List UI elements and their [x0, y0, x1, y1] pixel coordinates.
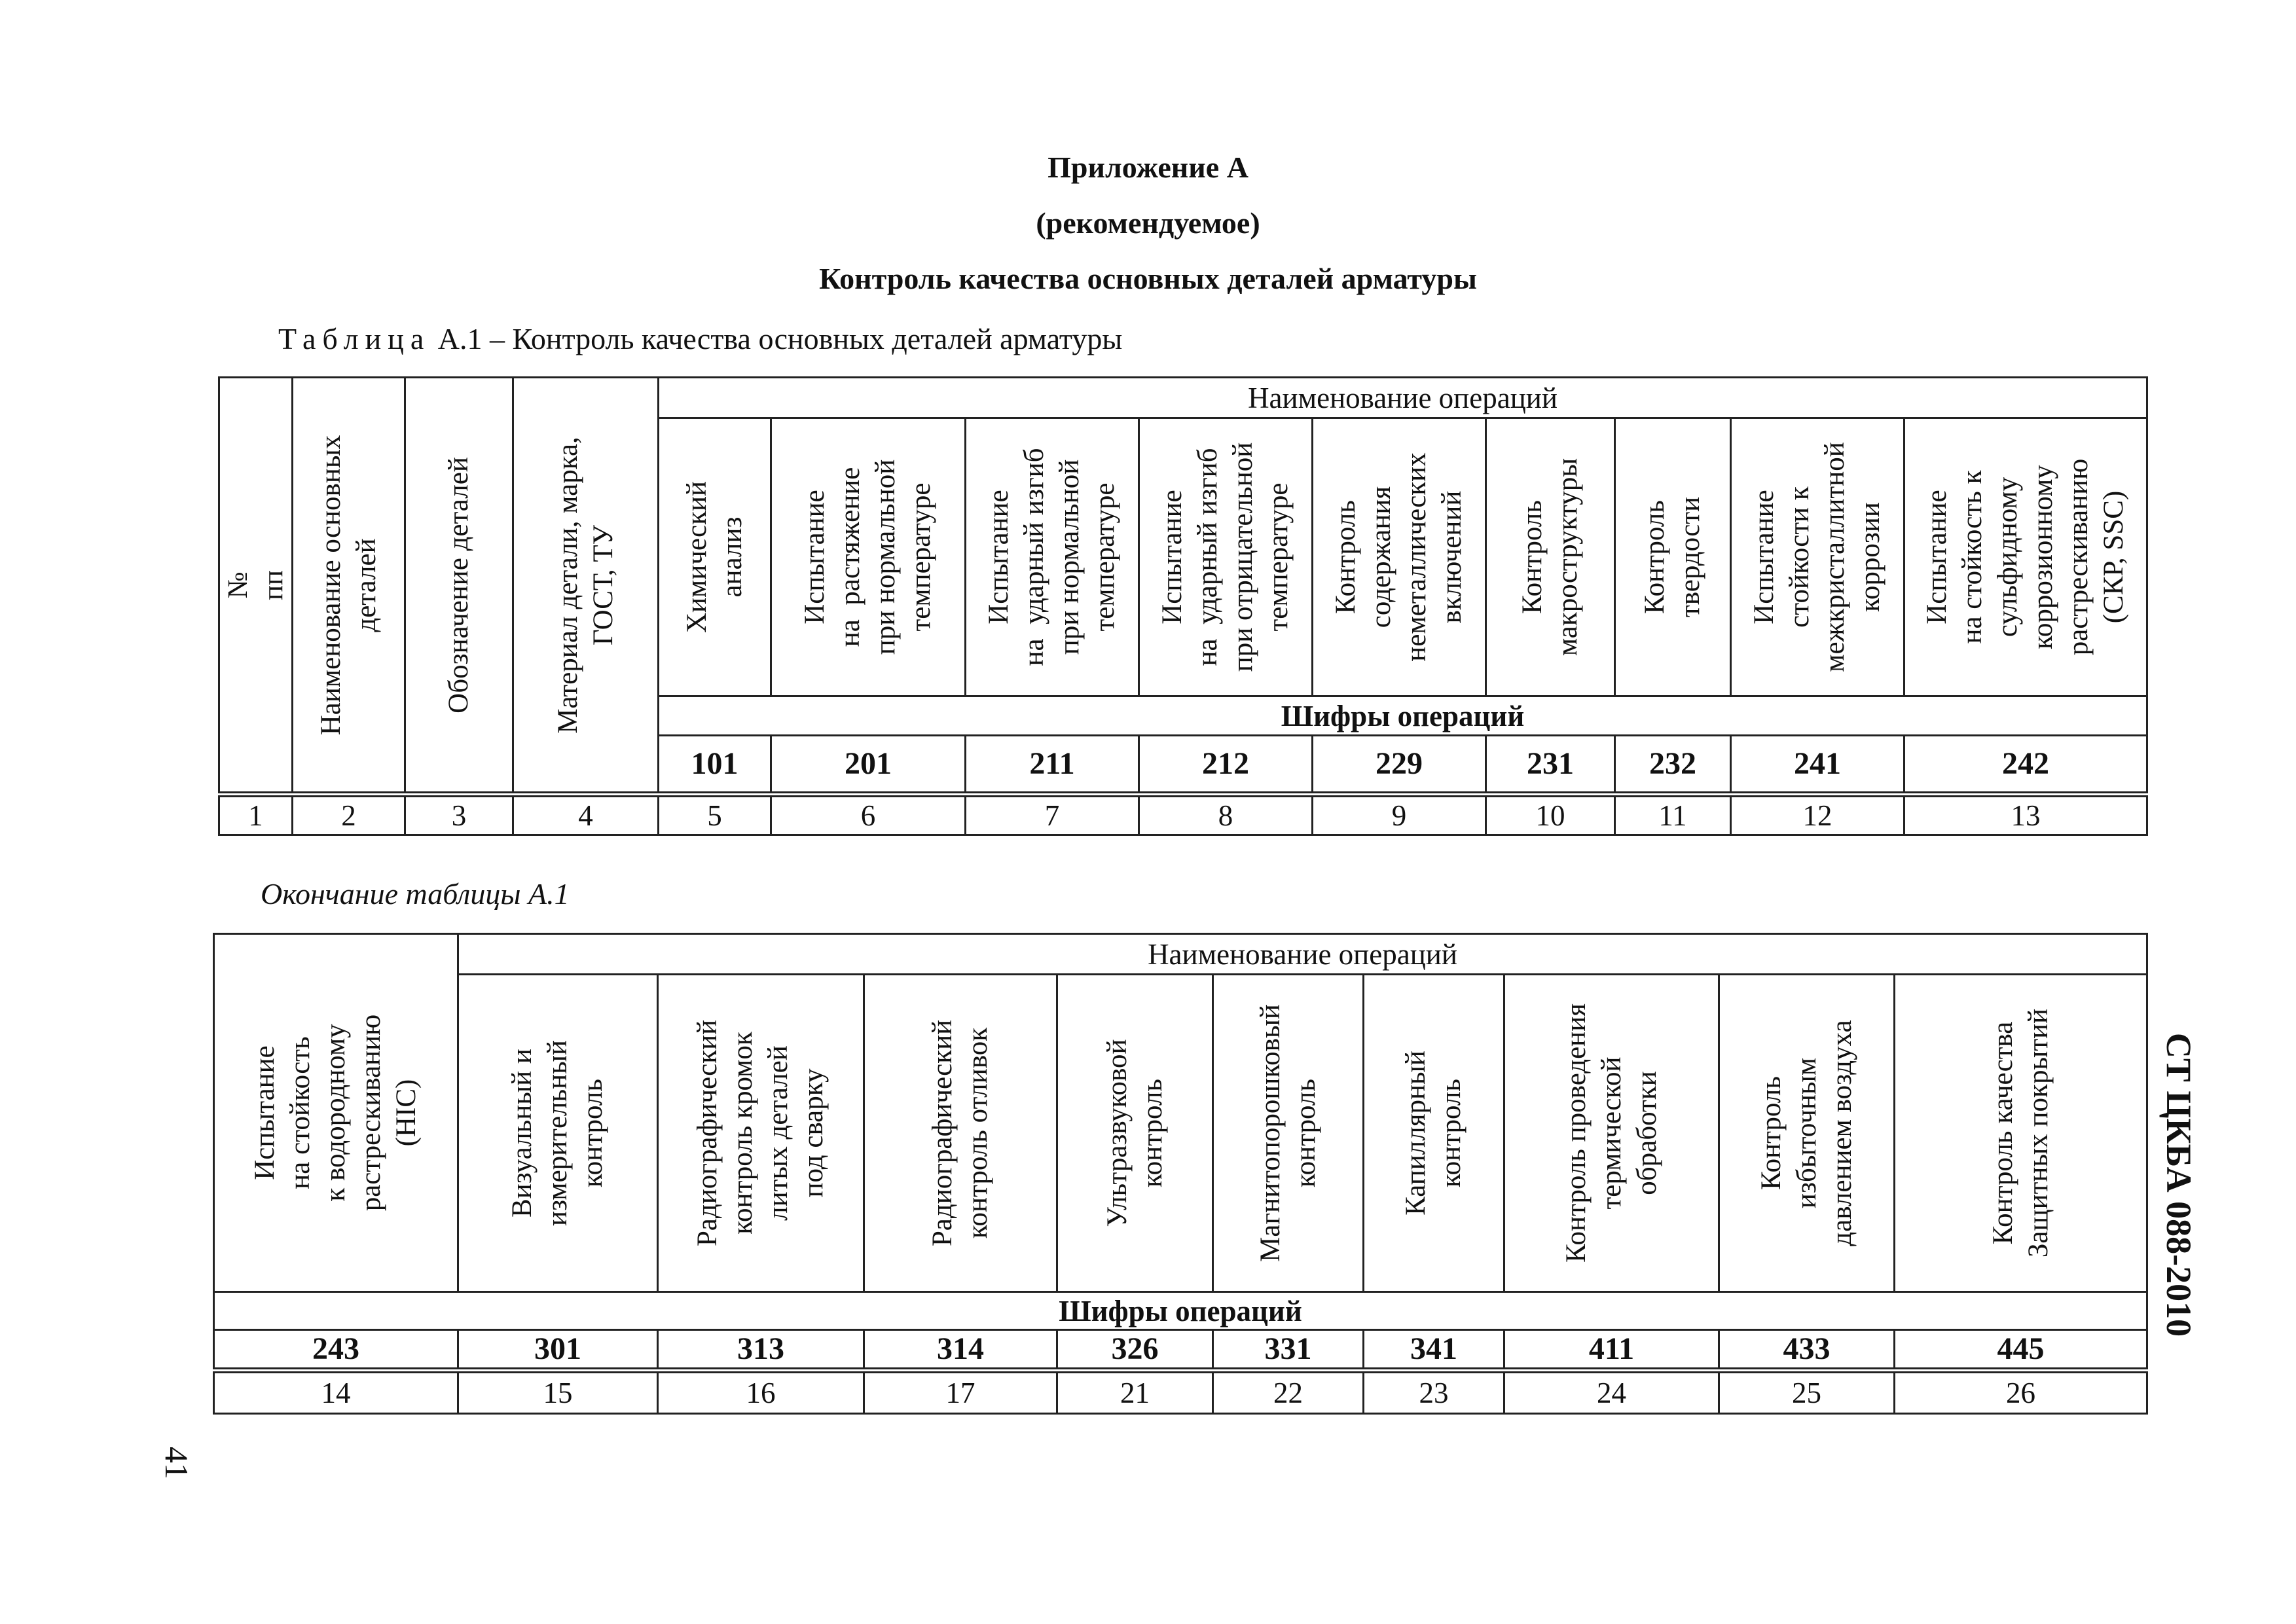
caption-label: Таблица: [278, 322, 431, 355]
table1-column-number: 9: [1313, 795, 1486, 835]
table2-op-header: Испытание на стойкость к водородному растрескиванию (HIC): [214, 934, 458, 1292]
caption-number: А.1: [437, 322, 483, 355]
table1-col-material-header: Материал детали, марка, ГОСТ, ТУ: [513, 378, 659, 795]
table2-code-cell: 326: [1057, 1330, 1213, 1371]
table2-code-cell: 314: [864, 1330, 1057, 1371]
table2-codes-row: [214, 1330, 2147, 1371]
table1-code-cell: 241: [1731, 736, 1904, 795]
table2-op-header: Радиографический контроль отливок: [864, 975, 1057, 1292]
quality-control-table-part2: [213, 933, 2148, 1415]
table2-column-numbers-row: [214, 1371, 2147, 1414]
table2-op-header: Контроль проведения термической обработки: [1504, 975, 1719, 1292]
table1-column-number: 3: [405, 795, 513, 835]
table2-column-number: 23: [1364, 1371, 1504, 1414]
table1-column-number: 10: [1486, 795, 1615, 835]
table1-operations-header: Наименование операций: [659, 378, 2147, 418]
table1-col-part-name-header: Наименование основных деталей: [293, 378, 405, 795]
table1-code-cell: 242: [1904, 736, 2147, 795]
table1-code-cell: 101: [659, 736, 771, 795]
table1-op-header: Испытание на ударный изгиб при отрицательной температуре: [1139, 418, 1313, 696]
table2-op-header: Капиллярный контроль: [1364, 975, 1504, 1292]
table2-column-number: 25: [1719, 1371, 1895, 1414]
table1-code-cell: 212: [1139, 736, 1313, 795]
table2-column-number: 22: [1213, 1371, 1364, 1414]
table2-header-row: [214, 934, 2147, 975]
table2-op-header: Магнитопорошковый контроль: [1213, 975, 1364, 1292]
table2-code-cell: 301: [458, 1330, 658, 1371]
table1-op-header: Испытание на ударный изгиб при нормальной температуре: [966, 418, 1139, 696]
caption-text: Контроль качества основных деталей арматуры: [512, 322, 1123, 355]
table2-code-cell: 445: [1895, 1330, 2147, 1371]
appendix-heading: Приложение А: [1048, 151, 1248, 184]
quality-control-table-part1: [218, 376, 2148, 836]
table1-column-numbers-row: [219, 795, 2147, 835]
table1-column-number: 6: [771, 795, 966, 835]
table2-operation-names-row: [214, 975, 2147, 1292]
caption-dash: –: [489, 322, 505, 355]
table1-header-row: [219, 378, 2147, 418]
table2-codes-header-row: [214, 1292, 2147, 1330]
table2-op-header: Визуальный и измерительный контроль: [458, 975, 658, 1292]
table2-code-cell: 341: [1364, 1330, 1504, 1371]
table1-op-header: Контроль макроструктуры: [1486, 418, 1615, 696]
table1-op-header: Контроль содержания неметаллических включений: [1313, 418, 1486, 696]
table1-col-designation-header: Обозначение деталей: [405, 378, 513, 795]
table2-code-cell: 243: [214, 1330, 458, 1371]
table2-operations-header: Наименование операций: [458, 934, 2147, 975]
table-caption: [278, 321, 1122, 357]
table1-column-number: 7: [966, 795, 1139, 835]
table2-column-number: 17: [864, 1371, 1057, 1414]
table2-code-cell: 433: [1719, 1330, 1895, 1371]
table1-code-cell: 229: [1313, 736, 1486, 795]
page-number-text: 41: [158, 1447, 195, 1479]
table1-codes-header: Шифры операций: [659, 696, 2147, 736]
table2-column-number: 24: [1504, 1371, 1719, 1414]
table1-column-number: 1: [219, 795, 293, 835]
table1-column-number: 12: [1731, 795, 1904, 835]
table1-op-header: Химический анализ: [659, 418, 771, 696]
table1-column-number: 5: [659, 795, 771, 835]
appendix-title: Контроль качества основных деталей арматуры: [819, 262, 1477, 295]
table1-code-cell: 231: [1486, 736, 1615, 795]
table1-op-header: Испытание стойкости к межкристаллитной коррозии: [1731, 418, 1904, 696]
table1-op-header: Контроль твердости: [1615, 418, 1731, 696]
table1-code-cell: 232: [1615, 736, 1731, 795]
table1-column-number: 2: [293, 795, 405, 835]
table-continuation-label: Окончание таблицы А.1: [261, 877, 570, 911]
table1-col-number-header: № пп: [219, 378, 293, 795]
document-code-text: СТ ЦКБА 088-2010: [2159, 1032, 2198, 1337]
table2-op-header: Контроль избыточным давлением воздуха: [1719, 975, 1895, 1292]
table2-op-header: Контроль качества Защитных покрытий: [1895, 975, 2147, 1292]
table1-column-number: 8: [1139, 795, 1313, 835]
table1-column-number: 13: [1904, 795, 2147, 835]
table2-column-number: 26: [1895, 1371, 2147, 1414]
table2-column-number: 16: [658, 1371, 864, 1414]
table2-codes-header: Шифры операций: [214, 1292, 2147, 1330]
table2-op-header: Радиографический контроль кромок литых деталей под сварку: [658, 975, 864, 1292]
table1-op-header: Испытание на стойкость к сульфидному коррозионному растрескиванию (СКР, SSC): [1904, 418, 2147, 696]
table2-op-header: Ультразвуковой контроль: [1057, 975, 1213, 1292]
table2-column-number: 15: [458, 1371, 658, 1414]
table2-code-cell: 411: [1504, 1330, 1719, 1371]
appendix-status: (рекомендуемое): [1036, 206, 1260, 240]
table2-column-number: 21: [1057, 1371, 1213, 1414]
table1-column-number: 11: [1615, 795, 1731, 835]
table2-code-cell: 331: [1213, 1330, 1364, 1371]
table1-code-cell: 211: [966, 736, 1139, 795]
table2-code-cell: 313: [658, 1330, 864, 1371]
table1-op-header: Испытание на растяжение при нормальной температуре: [771, 418, 966, 696]
table1-code-cell: 201: [771, 736, 966, 795]
table1-column-number: 4: [513, 795, 659, 835]
table2-column-number: 14: [214, 1371, 458, 1414]
